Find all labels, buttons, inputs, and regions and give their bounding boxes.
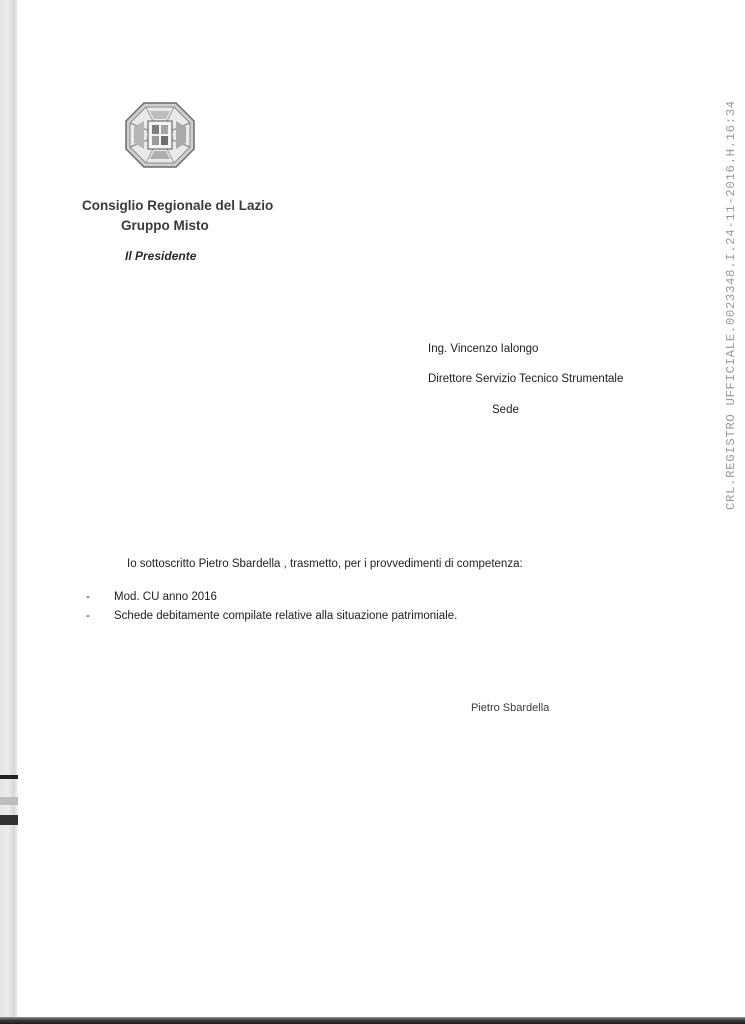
scan-mark <box>0 775 18 779</box>
list-bullet: - <box>86 610 90 622</box>
scan-edge-left <box>0 0 18 1024</box>
recipient-title: Direttore Servizio Tecnico Strumentale <box>428 373 624 385</box>
list-item-text: Schede debitamente compilate relative alla situazione patrimoniale. <box>114 610 458 622</box>
scan-mark <box>0 797 18 805</box>
registry-stamp <box>723 30 739 510</box>
regional-council-emblem-icon <box>124 101 196 169</box>
list-item <box>86 588 457 607</box>
signature: Pietro Sbardella <box>471 702 550 714</box>
list-item <box>86 607 457 626</box>
recipient-name: Ing. Vincenzo Ialongo <box>428 343 539 355</box>
attachment-list <box>86 588 457 626</box>
organization-name: Consiglio Regionale del Lazio <box>82 198 274 213</box>
list-bullet: - <box>86 591 90 603</box>
registry-stamp-text: CRL.REGISTRO UFFICIALE.0023348.I.24-11-2016.H.16:34 <box>724 100 738 510</box>
scan-mark <box>0 815 18 825</box>
intro-paragraph: Io sottoscritto Pietro Sbardella , trasmetto, per i provvedimenti di competenza: <box>127 558 523 570</box>
recipient-location: Sede <box>492 404 519 416</box>
list-item-text: Mod. CU anno 2016 <box>114 591 217 603</box>
scan-edge-bottom <box>0 1017 745 1024</box>
group-name: Gruppo Misto <box>121 218 209 233</box>
sender-role: Il Presidente <box>125 249 197 263</box>
